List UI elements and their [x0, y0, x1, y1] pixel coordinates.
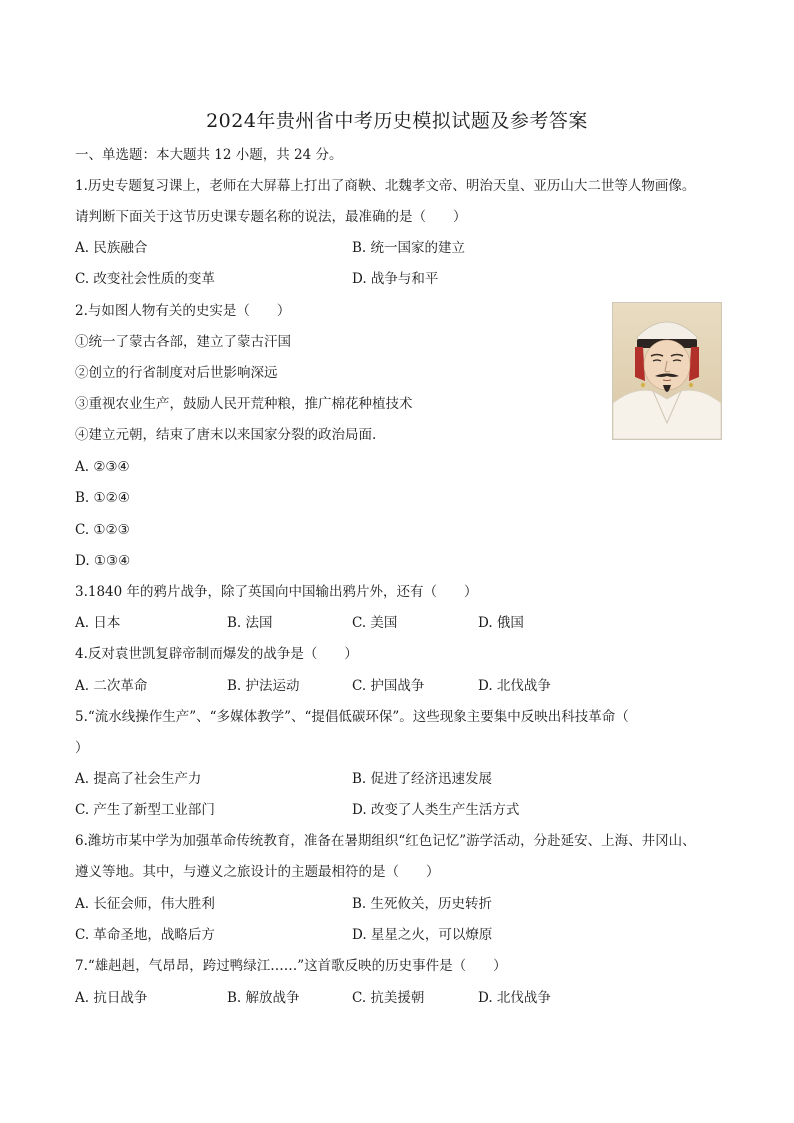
- question-3-option-b: B. 法国: [227, 615, 273, 631]
- question-6-option-b: B. 生死攸关，历史转折: [352, 896, 493, 912]
- question-4-option-a: A. 二次革命: [75, 678, 148, 694]
- question-5-option-d: D. 改变了人类生产生活方式: [352, 802, 520, 818]
- question-2-option-a: A. ②③④: [75, 459, 130, 475]
- question-1-stem-line1: 1.历史专题复习课上，老师在大屏幕上打出了商鞅、北魏孝文帝、明治天皇、亚历山大二世等人物画像。: [75, 178, 696, 194]
- page-title: 2024年贵州省中考历史模拟试题及参考答案: [206, 110, 588, 132]
- question-7-option-c: C. 抗美援朝: [352, 990, 425, 1006]
- question-4-option-d: D. 北伐战争: [478, 678, 551, 694]
- question-1-option-d: D. 战争与和平: [352, 271, 439, 287]
- question-1-option-a: A. 民族融合: [75, 240, 148, 256]
- question-7-stem: 7.“雄赳赳，气昂昂，跨过鸭绿江……”这首歌反映的历史事件是（ ）: [75, 958, 507, 974]
- question-6-stem-line2: 遵义等地。其中，与遵义之旅设计的主题最相符的是（ ）: [75, 864, 440, 880]
- emperor-portrait-image: [612, 302, 722, 440]
- question-7-option-d: D. 北伐战争: [478, 990, 551, 1006]
- question-6-option-d: D. 星星之火，可以燎原: [352, 927, 493, 943]
- question-4-option-b: B. 护法运动: [227, 678, 300, 694]
- question-2-statement-3: ③重视农业生产，鼓励人民开荒种粮，推广棉花种植技术: [75, 396, 413, 412]
- question-2-option-b: B. ①②④: [75, 490, 130, 506]
- question-5-option-a: A. 提高了社会生产力: [75, 771, 202, 787]
- question-7-option-a: A. 抗日战争: [75, 990, 148, 1006]
- question-6-stem-line1: 6.潍坊市某中学为加强革命传统教育，准备在暑期组织“红色记忆”游学活动，分赴延安、上海、井冈山、: [75, 833, 696, 849]
- question-2-statement-4: ④建立元朝，结束了唐末以来国家分裂的政治局面.: [75, 427, 377, 443]
- question-3-option-a: A. 日本: [75, 615, 121, 631]
- question-3-stem: 3.1840 年的鸦片战争，除了英国向中国输出鸦片外，还有（ ）: [75, 584, 478, 600]
- question-4-stem: 4.反对袁世凯复辟帝制而爆发的战争是（ ）: [75, 646, 358, 662]
- question-2-stem: 2.与如图人物有关的史实是（ ）: [75, 303, 291, 319]
- section-header: 一、单选题：本大题共 12 小题，共 24 分。: [75, 147, 343, 163]
- question-5-option-c: C. 产生了新型工业部门: [75, 802, 215, 818]
- question-4-option-c: C. 护国战争: [352, 678, 425, 694]
- question-1-option-c: C. 改变社会性质的变革: [75, 271, 215, 287]
- question-6-option-a: A. 长征会师，伟大胜利: [75, 896, 215, 912]
- question-3-option-c: C. 美国: [352, 615, 398, 631]
- question-2-option-c: C. ①②③: [75, 522, 130, 538]
- question-2-option-d: D. ①③④: [75, 553, 131, 569]
- question-5-option-b: B. 促进了经济迅速发展: [352, 771, 493, 787]
- question-6-option-c: C. 革命圣地，战略后方: [75, 927, 215, 943]
- question-1-option-b: B. 统一国家的建立: [352, 240, 466, 256]
- question-5-stem-line2: ）: [75, 740, 89, 756]
- question-1-stem-line2: 请判断下面关于这节历史课专题名称的说法，最准确的是（ ）: [75, 209, 467, 225]
- question-5-stem-line1: 5.“流水线操作生产”、“多媒体教学”、“提倡低碳环保”。这些现象主要集中反映出科技革命（: [75, 709, 629, 725]
- question-7-option-b: B. 解放战争: [227, 990, 300, 1006]
- question-2-statement-2: ②创立的行省制度对后世影响深远: [75, 365, 278, 381]
- question-3-option-d: D. 俄国: [478, 615, 524, 631]
- question-2-statement-1: ①统一了蒙古各部，建立了蒙古汗国: [75, 334, 291, 350]
